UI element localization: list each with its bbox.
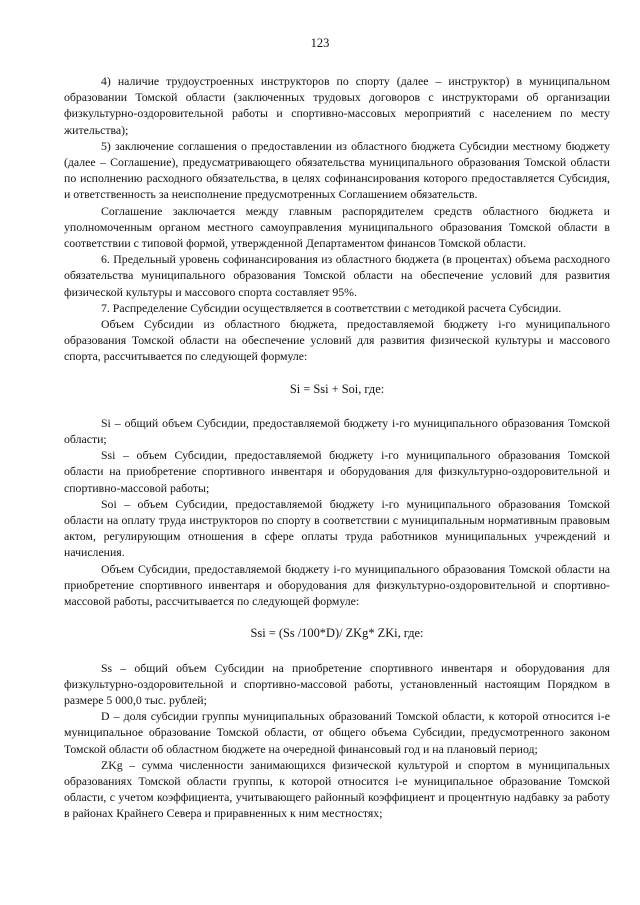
document-body xyxy=(64,73,610,822)
definition-ssi: Ssi – объем Субсидии, предоставляемой бюджету i-го муниципального образования Томской области на приобретение спортивного инвентаря и оборудования для физкультурно-оздоровительной и спортивно-массовой работы; xyxy=(64,448,610,495)
paragraph-condition-4: 4) наличие трудоустроенных инструкторов по спорту (далее – инструктор) в муниципальном образовании Томской области (заключенных трудовых договоров с инструкторами об организации физкультурно-оздоровительной работы и спортивно-массовых мероприятий с населением по месту жительства); xyxy=(64,74,610,137)
paragraph-equipment-volume: Объем Субсидии, предоставляемой бюджету i-го муниципального образования Томской области на приобретение спортивного инвентаря и оборудования для физкультурно-оздоровительной и спортивно-массовой работы, рассчитывается по следующей формуле: xyxy=(64,561,610,609)
paragraph-item-7: 7. Распределение Субсидии осуществляется в соответствии с методикой расчета Субсидии. xyxy=(101,300,562,315)
paragraph-subsidy-volume: Объем Субсидии из областного бюджета, предоставляемой бюджету i-го муниципального образования Томской области на обеспечение условий для развития физической культуры и массового спорта, рассчитывается по следующей формуле: xyxy=(64,317,610,364)
definition-ss: Ss – общий объем Субсидии на приобретение спортивного инвентаря и оборудования для физкультурно-оздоровительной и спортивно-массовой работы, установленный настоящим Порядком в размере 5 000,0 тыс. рублей; xyxy=(64,660,610,707)
page-number: 123 xyxy=(310,36,330,50)
definition-si: Si – общий объем Субсидии, предоставляемой бюджету i-го муниципального образования Томской области; xyxy=(64,415,610,447)
definition-zkg: ZKg – сумма численности занимающихся физической культурой и спортом в муниципальных образованиях Томской области группы, к которой относится i-е муниципальное образование Томской области, с учетом коэффициента, учитывающего районный коэффициент и процентную надбавку за работу в районах Крайнего Севера и приравненных к ним местностях; xyxy=(64,757,610,821)
formula-ssi: Ssi = (Ss /100*D)/ ZKg* ZKi, где: xyxy=(250,626,424,641)
formula-si: Si = Ssi + Soi, где: xyxy=(289,381,385,396)
paragraph-agreement: Соглашение заключается между главным распорядителем средств областного бюджета и уполномоченным органом местного самоуправления муниципального образования Томской области в соответствии с типовой формой, утвержденной Департаментом финансов Томской области. xyxy=(64,203,610,251)
definition-d: D – доля субсидии группы муниципальных образований Томской области, к которой относится i-е муниципальное образование Томской области, от общего объема Субсидии, предусмотренного законом Томской области об областном бюджете на очередной финансовый год и на плановый период; xyxy=(64,709,610,756)
paragraph-condition-5: 5) заключение соглашения о предоставлении из областного бюджета Субсидии местному бюджету (далее – Соглашение), предусматривающего обязательства муниципального образования Томской области по исполнению расходного обязательства, в целях софинансирования которого предоставляется Субсидия, и ответственность за неисполнение предусмотренных Соглашением обязательств. xyxy=(64,138,610,202)
paragraph-item-6: 6. Предельный уровень софинансирования из областного бюджета (в процентах) объема расходного обязательства муниципального образования Томской области на обеспечение условий для развития физической культуры и массового спорта составляет 95%. xyxy=(64,252,610,299)
definition-soi: Soi – объем Субсидии, предоставляемой бюджету i-го муниципального образования Томской области на оплату труда инструкторов по спорту в соответствии с муниципальным нормативным правовым актом, регулирующим отношения в сфере оплаты труда работников муниципальных учреждений и начисления. xyxy=(64,496,610,560)
